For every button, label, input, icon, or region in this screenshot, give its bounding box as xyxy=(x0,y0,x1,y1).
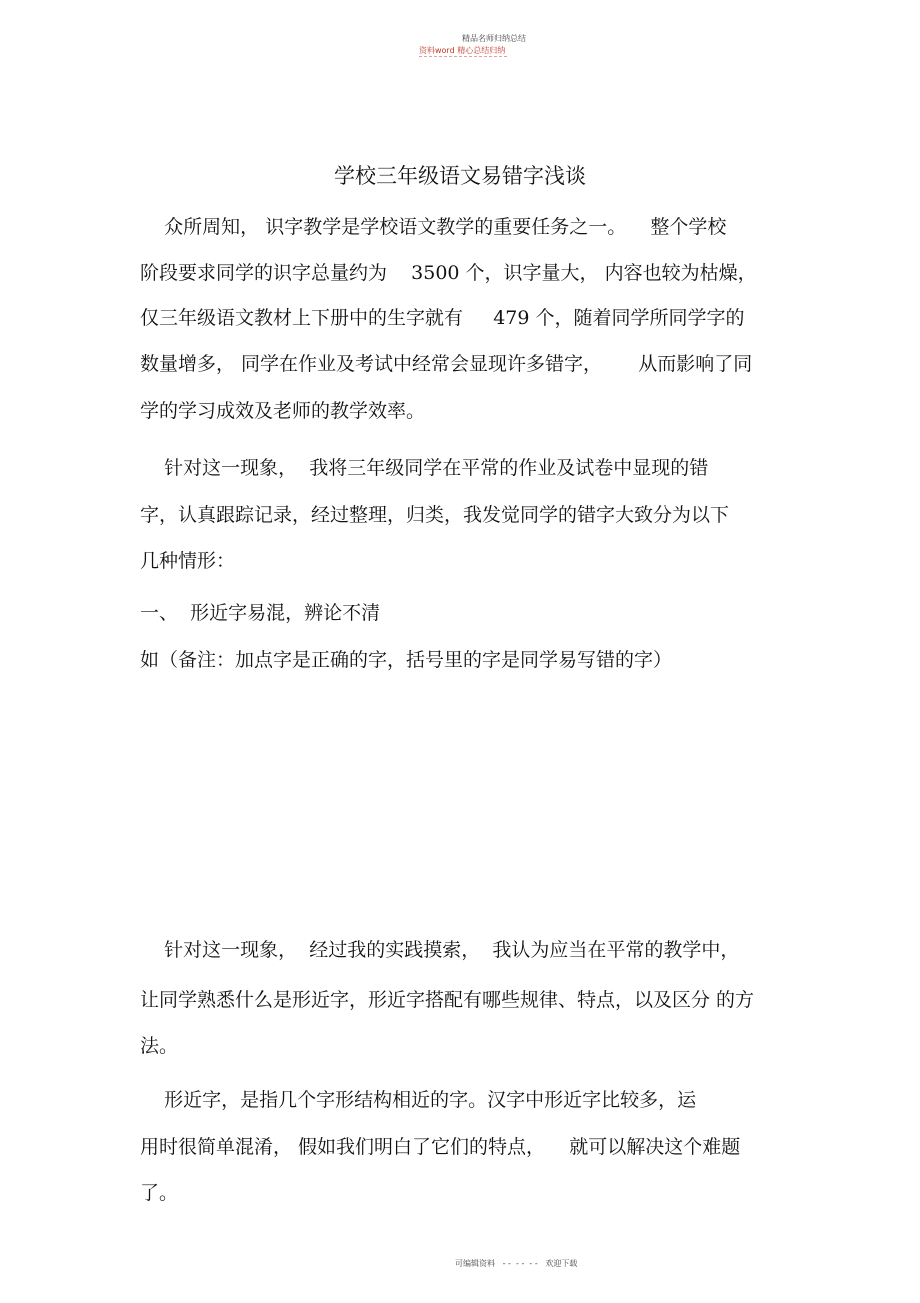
header-top-label: 精品名师归纳总结 xyxy=(462,34,526,43)
text-line: 几种情形： xyxy=(140,550,236,572)
text-line: 形近字，是指几个字形结构相近的字。汉字中形近字比较多，运 xyxy=(140,1089,697,1111)
section-heading: 一、 形近字易混，辨论不清 xyxy=(140,602,381,624)
text-line: 字，认真跟踪记录，经过整理，归类，我发觉同学的错字大致分为以下 xyxy=(140,504,730,526)
text-line: 众所周知， 识字教学是学校语文教学的重要任务之一。 整个学校 xyxy=(140,216,727,238)
page-footer: 可编辑资料 - - - - - - 欢迎下载 xyxy=(455,1259,578,1268)
text-line: 数量增多， 同学在作业及考试中经常会显现许多错字， 从而影响了同 xyxy=(140,353,753,375)
text-line: 了。 xyxy=(140,1182,179,1204)
text-line: 法。 xyxy=(140,1035,179,1057)
header-divider xyxy=(419,56,507,57)
text-line: 仅三年级语文教材上下册中的生字就有 479 个，随着同学所同学字的 xyxy=(140,307,745,329)
text-line: 阶段要求同学的识字总量约为 3500 个，识字量大， 内容也较为枯燥， xyxy=(140,262,757,284)
text-line: 学的学习成效及老师的教学效率。 xyxy=(140,400,426,422)
page-title: 学校三年级语文易错字浅谈 xyxy=(334,164,586,188)
text-line: 用时很简单混淆， 假如我们明白了它们的特点， 就可以解决这个难题 xyxy=(140,1136,741,1158)
text-line: 让同学熟悉什么是形近字，形近字搭配有哪些规律、特点，以及区分 的方 xyxy=(140,989,755,1011)
text-line: 针对这一现象， 我将三年级同学在平常的作业及试卷中显现的错 xyxy=(140,457,709,479)
header-sub-label: 资料word 精心总结归纳 xyxy=(419,46,506,55)
text-line: 针对这一现象， 经过我的实践摸索， 我认为应当在平常的教学中， xyxy=(140,939,740,961)
note-line: 如（备注：加点字是正确的字，括号里的字是同学易写错的字） xyxy=(140,649,673,671)
